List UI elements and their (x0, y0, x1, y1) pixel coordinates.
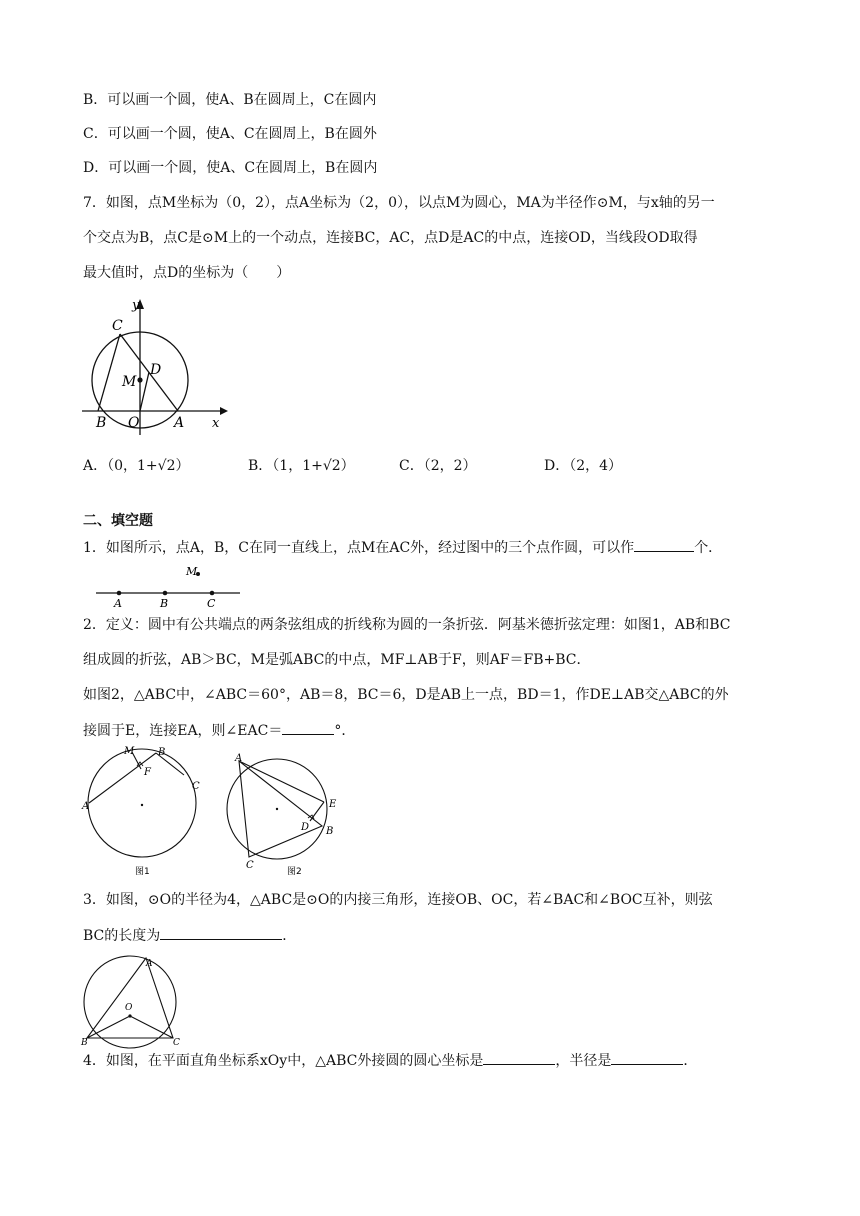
q7-label-a: A (174, 415, 185, 431)
fq2-figure-1 (80, 745, 210, 875)
fq4-text-before: 4．如图，在平面直角坐标系xOy中，△ABC外接圆的圆心坐标是 (83, 1053, 484, 1069)
q7-label-y: y (132, 298, 140, 313)
fq1-text-before: 1．如图所示，点A，B，C在同一直线上，点M在AC外，经过图中的三个点作圆，可以作 (83, 540, 635, 556)
q7-label-o: O (128, 415, 140, 431)
fig2-label-a: A (235, 753, 243, 764)
fq4-text-after: ． (683, 1053, 698, 1069)
q7-label-d: D (150, 362, 162, 378)
fq3-answer-blank[interactable] (160, 925, 282, 940)
fq2-text-after: °． (334, 723, 356, 739)
fq1-label-a: A (114, 597, 122, 610)
fq2-line-4 (83, 720, 355, 741)
fq3-label-a: A (146, 959, 153, 969)
fig1-label-c: C (192, 781, 200, 792)
fig1-label-b: B (158, 747, 166, 758)
q7-label-b: B (96, 415, 107, 431)
fig1-label-m: M (124, 746, 135, 757)
q7-option-d: D．（2，4） (544, 458, 623, 474)
fq2-text-before: 接圆于E，连接EA，则∠EAC＝ (83, 723, 283, 739)
fq2-line-1: 2．定义：圆中有公共端点的两条弦组成的折线称为圆的一条折弦．阿基米德折弦定理：如图1，AB和BC (83, 617, 731, 633)
q7-options (83, 456, 783, 476)
q6-option-c: C．可以画一个圆，使A、C在圆周上，B在圆外 (83, 126, 377, 142)
fq4-text (83, 1050, 697, 1071)
fq3-text-before: BC的长度为 (83, 928, 161, 944)
fq3-label-b: B (81, 1038, 88, 1048)
fq3-line-1: 3．如图，⊙O的半径为4，△ABC是⊙O的内接三角形，连接OB、OC，若∠BAC和∠BOC互补，则弦 (83, 892, 713, 908)
fq3-text-after: ． (282, 928, 297, 944)
fig2-label-b: B (326, 826, 334, 837)
fig1-label-a: A (82, 801, 90, 812)
fq1-figure (94, 561, 244, 611)
fq2-line-2: 组成圆的折弦，AB＞BC，M是弧ABC的中点，MF⊥AB于F，则AF＝FB+BC． (83, 652, 591, 668)
q7-option-a: A．（0，1+√2） (83, 458, 190, 474)
fq2-line-3: 如图2，△ABC中，∠ABC＝60°，AB＝8，BC＝6，D是AB上一点，BD＝1，作DE⊥AB交△ABC的外 (83, 687, 729, 703)
q7-label-m: M (122, 374, 137, 390)
fq3-figure (80, 952, 190, 1052)
q7-option-c: C．（2，2） (399, 458, 477, 474)
fig2-label-d: D (301, 822, 310, 833)
q7-line-1: 7．如图，点M坐标为（0，2），点A坐标为（2，0），以点M为圆心，MA为半径作⊙M，与x轴的另一 (83, 195, 715, 211)
q7-label-x: x (212, 416, 220, 431)
q6-option-b: B．可以画一个圆，使A、B在圆周上，C在圆内 (83, 92, 377, 108)
fig2-label-e: E (329, 799, 337, 810)
fq4-text-middle: ，半径是 (555, 1053, 612, 1069)
fq3-label-c: C (173, 1038, 180, 1048)
fq1-text (83, 537, 722, 558)
q7-label-c: C (112, 318, 123, 334)
q7-figure (82, 295, 232, 435)
q7-line-2: 个交点为B，点C是⊙M上的一个动点，连接BC，AC，点D是AC的中点，连接OD，当线段OD取得 (83, 230, 698, 246)
fq2-answer-blank[interactable] (282, 720, 334, 735)
fig1-caption: 图1 (135, 867, 150, 875)
fq3-label-o: O (125, 1003, 133, 1013)
fq1-text-after: 个． (694, 540, 723, 556)
fq2-figure-2 (225, 752, 355, 877)
section-title: 二、填空题 (83, 513, 153, 529)
fq3-line-2 (83, 925, 296, 946)
fq1-label-c: C (207, 597, 216, 610)
fq1-label-m: M (186, 565, 198, 578)
q6-option-d: D．可以画一个圆，使A、C在圆周上，B在圆内 (83, 160, 378, 176)
fig2-label-c: C (246, 860, 254, 871)
fq4-center-blank[interactable] (483, 1050, 555, 1065)
fig2-caption: 图2 (287, 867, 302, 877)
fig1-label-f: F (144, 767, 151, 778)
fq1-answer-blank[interactable] (634, 537, 694, 552)
q7-line-3: 最大值时，点D的坐标为（ ） (83, 265, 291, 281)
fq4-radius-blank[interactable] (611, 1050, 683, 1065)
q7-option-b: B．（1，1+√2） (248, 458, 355, 474)
fq1-label-b: B (160, 597, 169, 610)
